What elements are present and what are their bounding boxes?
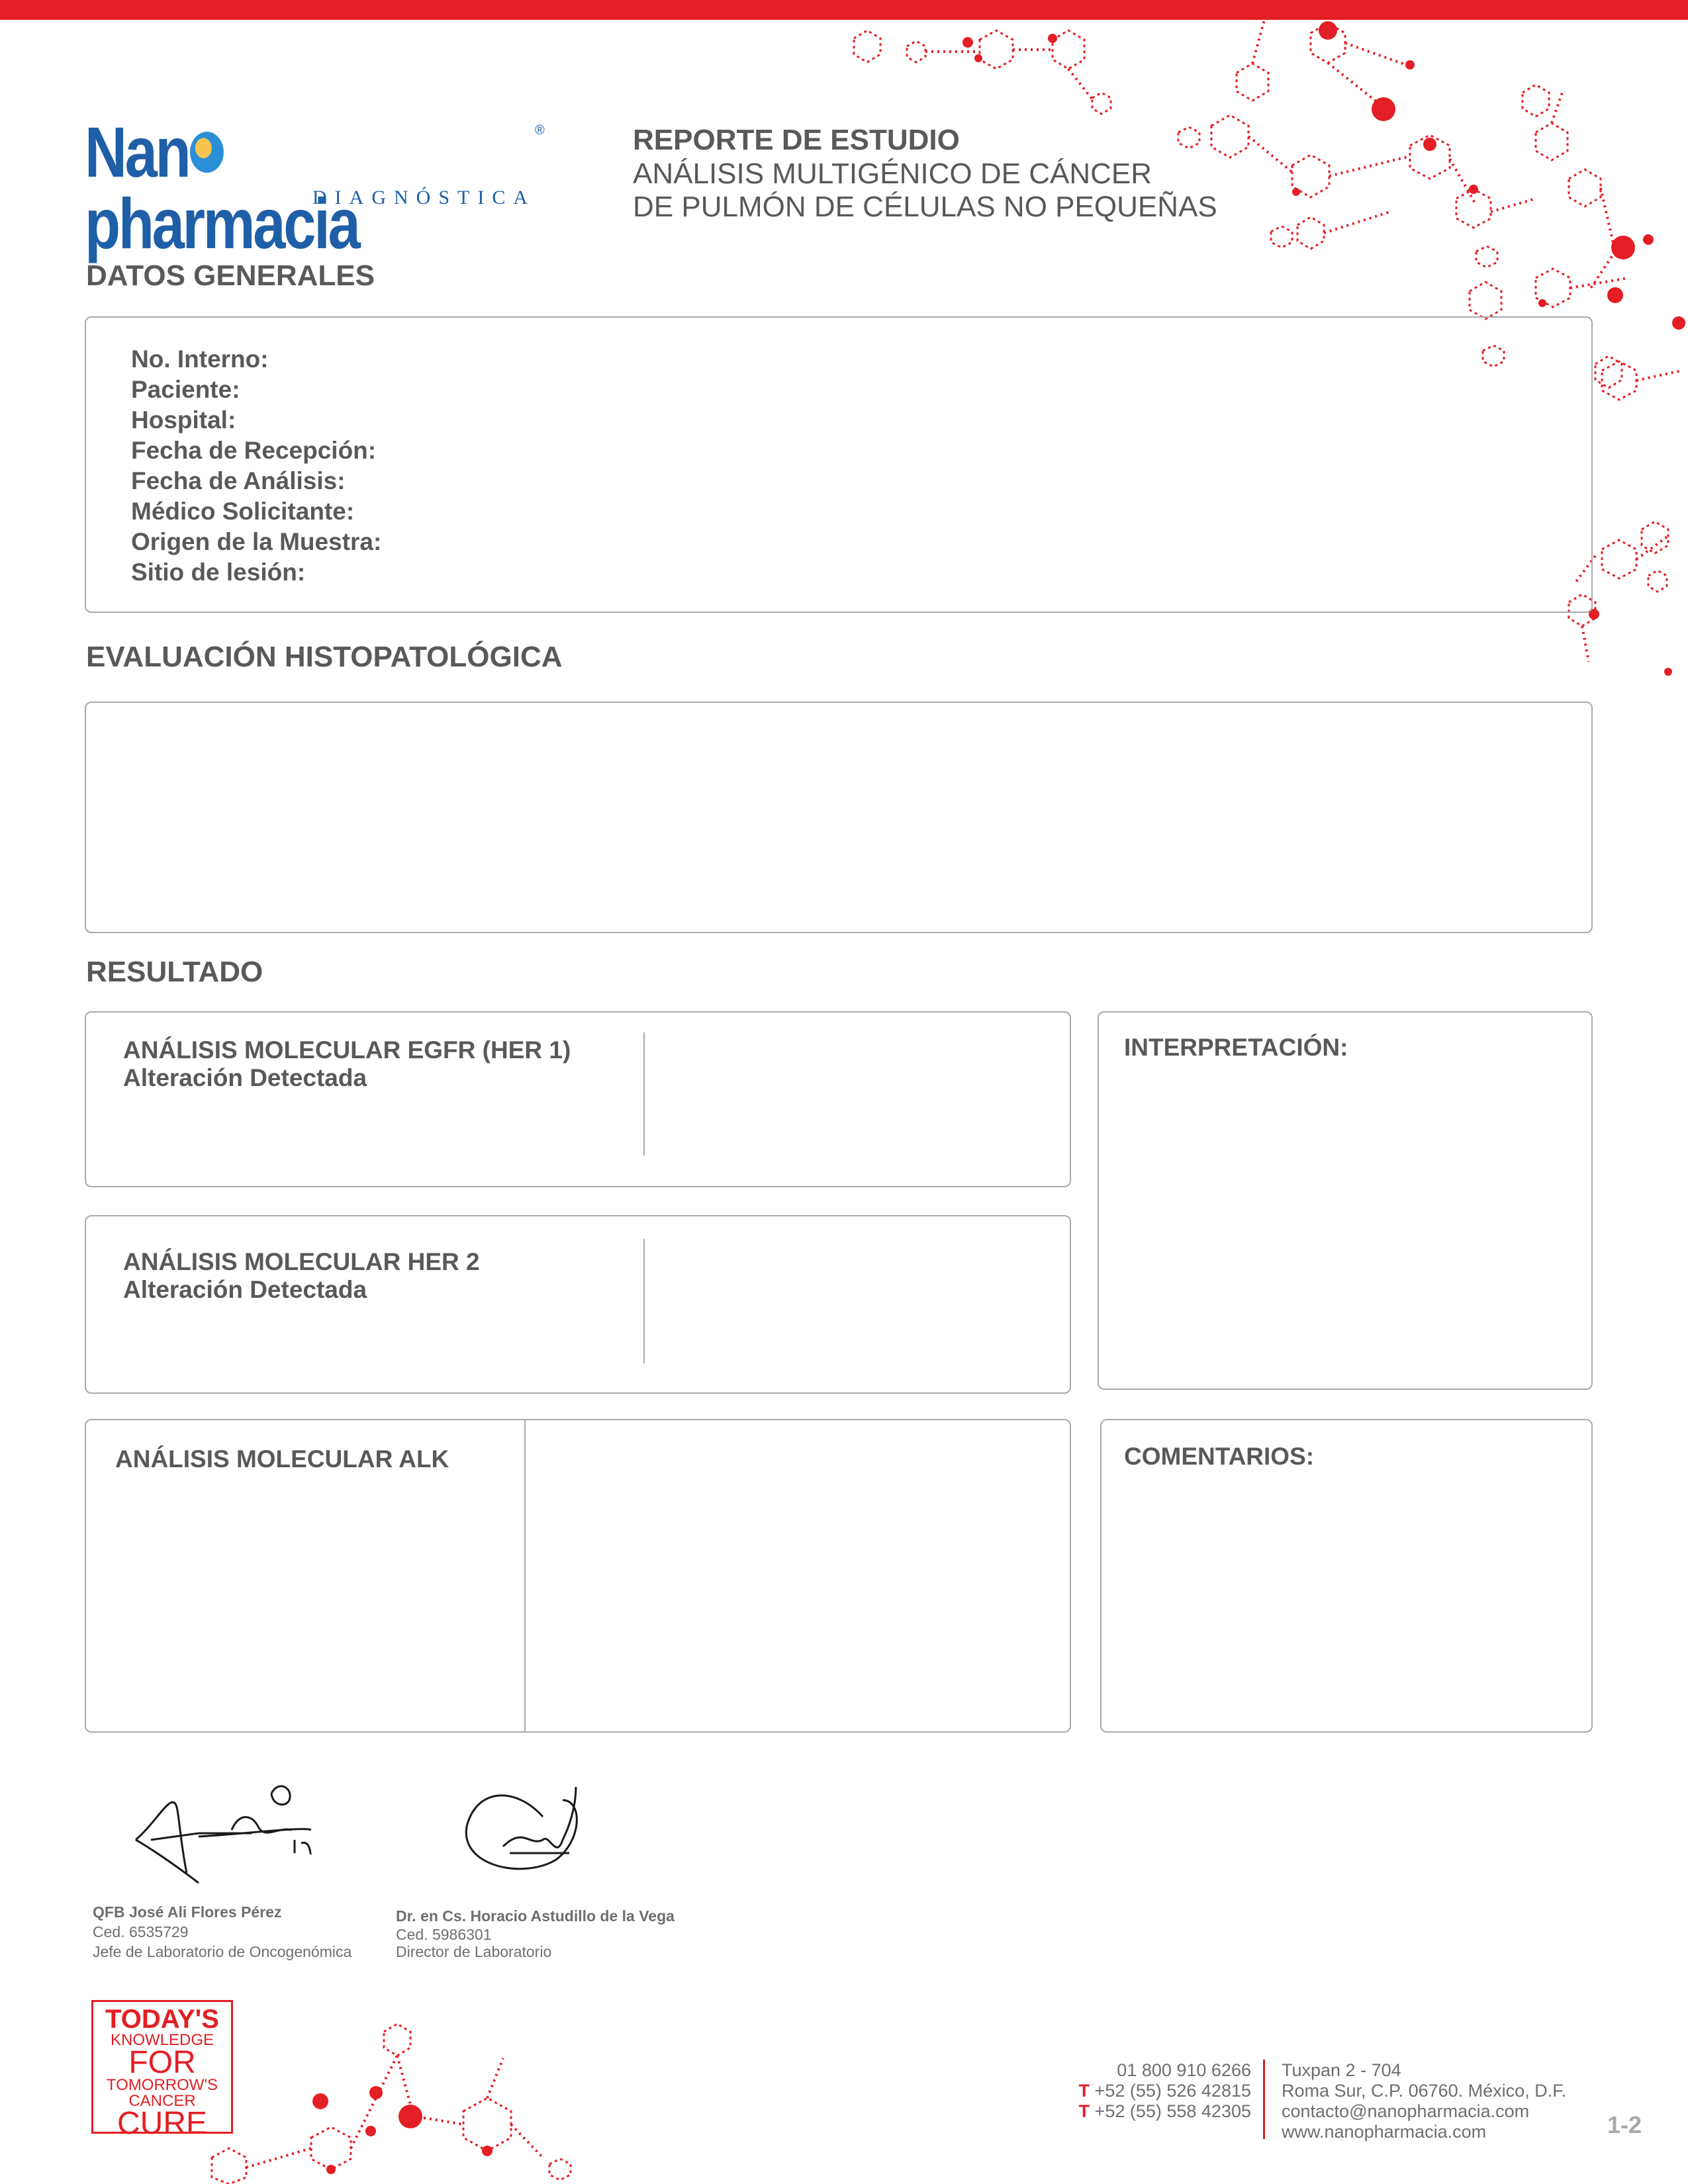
contact-website[interactable]: www.nanopharmacia.com — [1282, 2122, 1487, 2142]
section-title-general: DATOS GENERALES — [86, 259, 375, 292]
egfr-line1: ANÁLISIS MOLECULAR EGFR (HER 1) — [123, 1036, 571, 1064]
her2-divider — [643, 1239, 645, 1363]
phone-3-row — [1079, 2101, 1251, 2122]
egfr-title — [123, 1036, 571, 1092]
address-line2: Roma Sur, C.P. 06760. México, D.F. — [1282, 2081, 1567, 2101]
contact-separator — [1263, 2060, 1265, 2139]
signatory-2-role: Director de Laboratorio — [396, 1943, 552, 1960]
badge-line5: CANCER — [128, 2092, 196, 2110]
egfr-line2: Alteración Detectada — [123, 1064, 367, 1091]
interpretation-title: INTERPRETACIÓN: — [1124, 1034, 1348, 1061]
signatory-2-name: Dr. en Cs. Horacio Astudillo de la Vega — [396, 1907, 675, 1925]
section-title-result: RESULTADO — [86, 956, 263, 988]
globe-icon — [190, 132, 224, 173]
field-hospital: Hospital: — [131, 406, 236, 433]
contact-address — [1282, 2060, 1566, 2142]
signatory-1-ced: Ced. 6535729 — [93, 1923, 189, 1940]
slogan-badge — [91, 2000, 233, 2141]
report-header — [633, 123, 1217, 224]
registered-mark: ® — [535, 123, 545, 138]
field-analysis-date: Fecha de Análisis: — [131, 467, 346, 494]
report-subtitle-line2: DE PULMÓN DE CÉLULAS NO PEQUEÑAS — [633, 191, 1217, 223]
phone-3-prefix: T — [1078, 2101, 1090, 2121]
report-subtitle-line1: ANÁLISIS MULTIGÉNICO DE CÁNCER — [633, 158, 1152, 190]
her2-box — [85, 1215, 1071, 1394]
page-number: 1-2 — [1607, 2111, 1642, 2138]
phone-2: +52 (55) 526 42815 — [1094, 2081, 1251, 2101]
field-internal-number: No. Interno: — [131, 345, 269, 373]
contact-email[interactable]: contacto@nanopharmacia.com — [1282, 2101, 1530, 2121]
alk-divider — [524, 1420, 526, 1731]
signatory-1-name: QFB José Ali Flores Pérez — [93, 1903, 282, 1921]
contact-phones — [1079, 2060, 1251, 2122]
egfr-divider — [643, 1032, 645, 1156]
alk-title: ANÁLISIS MOLECULAR ALK — [115, 1445, 449, 1473]
field-requesting-doctor: Médico Solicitante: — [131, 498, 355, 525]
section-title-histopathology: EVALUACIÓN HISTOPATOLÓGICA — [86, 641, 563, 673]
field-lesion-site: Sitio de lesión: — [131, 559, 306, 586]
general-fields — [131, 344, 381, 588]
phone-tollfree: 01 800 910 6266 — [1117, 2060, 1251, 2080]
phone-3: +52 (55) 558 42305 — [1094, 2101, 1251, 2121]
top-red-bar — [0, 0, 1688, 20]
badge-line2: KNOWLEDGE — [110, 2031, 214, 2049]
badge-line4: TOMORROW'S — [106, 2076, 218, 2094]
signatory-2-ced: Ced. 5986301 — [396, 1926, 492, 1943]
her2-line1: ANÁLISIS MOLECULAR HER 2 — [123, 1248, 480, 1275]
phone-2-prefix: T — [1078, 2081, 1090, 2101]
field-sample-origin: Origen de la Muestra: — [131, 528, 382, 555]
phone-2-row — [1079, 2081, 1251, 2101]
logo-subtitle: DIAGNÓSTICA — [312, 187, 536, 208]
histopathology-box — [85, 702, 1593, 933]
comments-title: COMENTARIOS: — [1124, 1443, 1315, 1470]
her2-title — [123, 1248, 480, 1304]
her2-line2: Alteración Detectada — [123, 1276, 367, 1303]
field-patient: Paciente: — [131, 376, 240, 403]
interpretation-box — [1098, 1011, 1593, 1390]
badge-line6: CURE — [117, 2106, 207, 2141]
address-line1: Tuxpan 2 - 704 — [1282, 2060, 1401, 2080]
badge-line3: FOR — [128, 2045, 196, 2080]
report-title: REPORTE DE ESTUDIO — [633, 124, 960, 156]
field-reception-date: Fecha de Recepción: — [131, 437, 377, 464]
logo-wordmark: Nanpharmacia — [85, 112, 359, 263]
badge-line1: TODAY'S — [105, 2005, 219, 2034]
signatory-1-role: Jefe de Laboratorio de Oncogenómica — [93, 1943, 352, 1960]
